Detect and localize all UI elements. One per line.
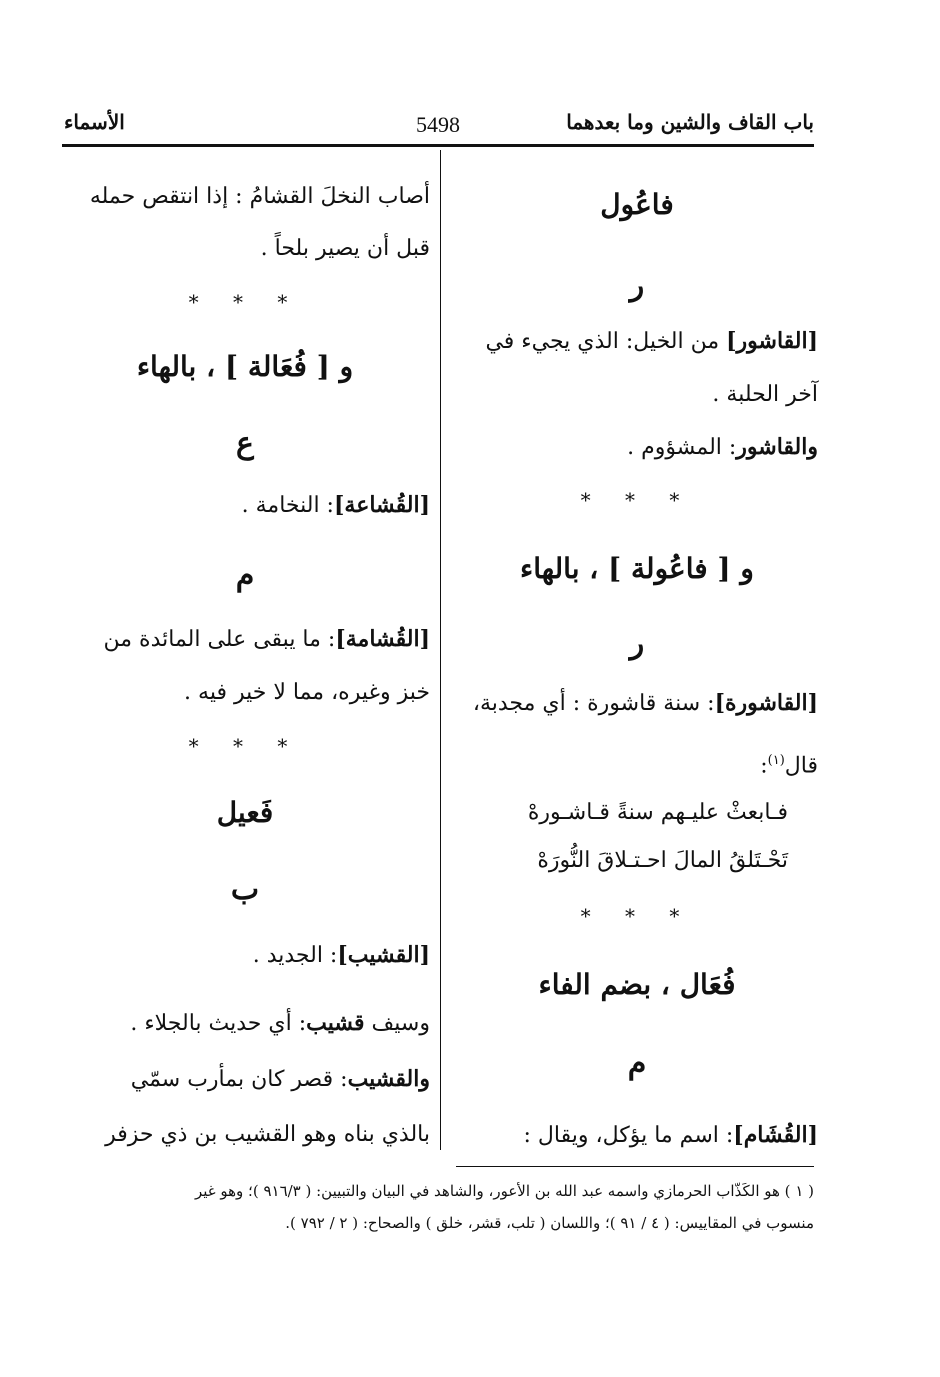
entry-term: [القُشاعة] [333,492,430,518]
pattern-heading: فاعُول [600,188,674,221]
page-number: 5498 [416,112,460,137]
entry-continuation: بالذي بناه وهو القشيب بن ذي حزفر [105,1122,430,1147]
entry [485,326,818,357]
entry [627,432,818,463]
entry [524,1120,818,1151]
footnote-rule [456,1166,814,1167]
entry-term: [القشيب] [337,942,430,968]
root-letter: م [627,1046,647,1081]
pattern-heading: فُعَال ، بضم الفاء [538,968,736,1001]
entry-term: [القُشَام] [733,1122,818,1148]
entry-text: : المشؤوم . [627,435,737,460]
root-letter: ر [629,268,645,303]
verse-line: تَحْـتَلقُ المالَ احـتـلاقَ النُّورَهْ [537,848,788,873]
entry-term: والقشيب [347,1066,430,1092]
section-separator: * * * [188,290,302,314]
pattern-heading: و [ فُعَالة ] ، بالهاء [136,350,354,383]
footnote-line: منسوب في المقاييس: ( ٤ / ٩١ )؛ واللسان ( تلب، قشر، خلق ) والصحاح: ( ٢ / ٧٩٢ ). [285,1214,814,1232]
entry [104,624,430,655]
pattern-heading: و [ فاعُولة ] ، بالهاء [520,552,754,585]
entry-term: [القاشور] [726,328,818,354]
entry-continuation [760,746,818,781]
root-letter: ر [629,626,645,661]
entry-text: قال [784,753,818,779]
entry [473,688,818,719]
section-separator: * * * [580,488,694,512]
entry [130,1008,430,1039]
root-letter: ع [236,426,254,461]
column-divider [440,150,441,1150]
chapter-title: باب القاف والشين وما بعدهما [566,110,814,134]
entry-continuation: خبز وغيره، مما لا خير فيه . [184,680,430,705]
root-letter: م [235,558,255,593]
section-title: الأسماء [64,110,125,134]
verse-line: فـابعثْ عليـهم سنةً قـاشـورهْ [527,800,788,825]
footnote-line: ( ١ ) هو الكَذّاب الحرمازي واسمه عبد الله بن الأعور، والشاهد في البيان والتبيين: ( ٩١٦/٣ )؛ وهو غير [194,1182,814,1200]
entry-term: [القاشورة] [714,690,818,716]
pattern-heading: فَعيل [216,796,274,829]
page-header [62,104,814,144]
entry-text: : الجديد . [252,943,338,968]
root-letter: ب [230,872,260,907]
entry-term: قشيب [306,1010,365,1036]
entry-text: وسيف [364,1011,430,1036]
section-separator: * * * [188,734,302,758]
entry-continuation: أصاب النخلَ القشامُ : إذا انتقص حمله [89,184,430,209]
section-separator: * * * [580,904,694,928]
entry [242,490,430,521]
entry-term: [القُشامة] [335,626,430,652]
entry-text: : [760,753,768,779]
entry-text: : النخامة . [241,493,334,518]
entry-text: : ما يبقى على المائدة من [103,627,336,652]
entry-text: : اسم ما يؤكل، ويقال : [523,1123,734,1148]
footnote-ref: (١) [767,753,785,768]
header-rule [62,144,814,147]
entry-text: : قصر كان بمأرب سمّي [130,1067,348,1092]
entry-text: من الخيل: الذي يجيء في [485,329,727,354]
entry-text: : أي حديث بالجلاء . [130,1011,307,1036]
entry-continuation: آخر الحلبة . [712,382,818,407]
entry [131,1064,430,1095]
entry-text: : سنة قاشورة : أي مجدبة، [472,691,715,716]
entry-term: والقاشور [736,434,818,460]
entry-continuation: قبل أن يصير بلحاً . [260,236,430,261]
entry [253,940,430,971]
